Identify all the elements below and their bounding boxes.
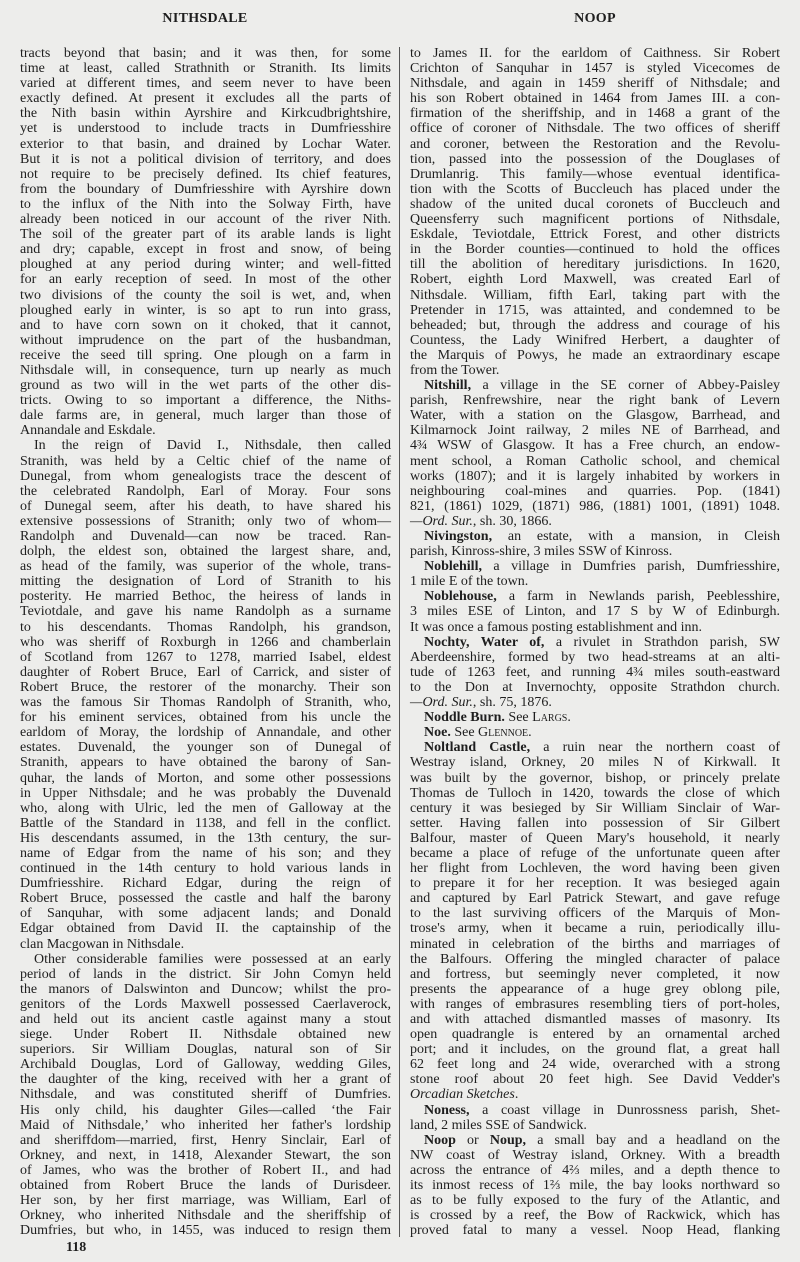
text-line: Her son, by her first marriage, was William, Earl of (20, 1193, 391, 1209)
text-line: from the Tower. (410, 362, 500, 378)
entry-headword: Noltland Castle, (424, 740, 531, 756)
text-line: to prepare it for her reception. It was besieged again (410, 876, 780, 892)
text-line: to the influx of the Nith into the Solway Firth, have (20, 196, 391, 212)
text-line: Drumlanrig. This family—whose eventual identifica- (410, 166, 780, 182)
text-line: His only child, his daughter Giles—called ‘the Fair (20, 1102, 391, 1118)
paragraph (410, 46, 780, 378)
text-line: continued in the 14th century to hold various lands in (20, 861, 391, 877)
text-line (410, 589, 780, 604)
text-line: In the reign of David I., Nithsdale, then called (34, 438, 391, 454)
text-line: receive the seed till spring. One plough on a farm in (20, 347, 391, 363)
text-line: Nithsdale. William, fifth Earl, taking part with the (410, 287, 780, 303)
column-divider (399, 47, 400, 1237)
text-line: exactly defined. At present it excludes all the parts of (20, 91, 391, 107)
running-header-right: NOOP (574, 11, 616, 26)
text-line: with ranges of embrasures resembling tiers of port-holes, (410, 996, 780, 1012)
text-line: her flight from Lochleven, the word having been given (410, 861, 780, 877)
text-line: Archibald Douglas, Lord of Galloway, wedding Giles, (20, 1057, 391, 1073)
text-line: genitors of the Lords Maxwell possessed Caerlaverock, (20, 996, 391, 1012)
text-line: tricts. Owing to so important a difference, the Niths- (20, 393, 391, 409)
text-line: as head of the family, was superior of the whole, trans- (20, 559, 391, 575)
text-line: two divisions of the county the soil is wet, and, when (20, 287, 391, 303)
text-line: Other considerable families were possessed at an early (34, 951, 391, 967)
text-segment: a ruin near the northern coast of (530, 740, 780, 756)
text-line: tion, passed into the possession of the Douglases of (410, 151, 780, 167)
text-line: the Balfours. Offering the mingled character of palace (410, 951, 780, 967)
text-line: exterior to that basin, and drained by Lochar Water. (20, 136, 391, 152)
text-line: and dry; capable, except in frost and snow, of being (20, 242, 391, 258)
text-segment: an estate, with a mansion, in Cleish (492, 529, 780, 544)
text-line: parish, Kinross-shire, 3 miles SSW of Kinross. (410, 544, 673, 560)
text-line: Maid of Nithsdale,’ who inherited her father's lordship (20, 1117, 391, 1133)
text-line: 821, (1861) 1029, (1871) 986, (1881) 1001, (1891) 1048. (410, 498, 780, 514)
text-line: dale farms are, in general, much larger than those of (20, 408, 391, 424)
text-line: Eskdale, Teviotdale, Ettrick Forest, and other districts (410, 227, 780, 243)
text-line: trose's army, when it became a ruin, periodically illu- (410, 921, 780, 937)
text-line: who, along with Ulric, led the men of Galloway at the (20, 800, 391, 816)
text-segment: . (528, 725, 532, 741)
text-line: port; and it includes, on the ground flat, a great hall (410, 1042, 780, 1058)
paragraph (410, 1133, 780, 1239)
text-line: and fortress, but seemingly never completed, it now (410, 966, 780, 982)
text-line: clan Macgowan in Nithsdale. (20, 936, 185, 952)
text-line: Queensferry such magnificent portions of Nithsdale, (410, 212, 780, 228)
text-line: Stranith, appears to have obtained the barony of San- (20, 755, 391, 771)
text-line: His descendants assumed, in the 13th century, the sur- (20, 830, 391, 846)
text-line: open quadrangle is entered by an ornamental arched (410, 1027, 780, 1043)
text-line: and sheriffdom—married, first, Henry Sinclair, Earl of (20, 1132, 391, 1148)
text-line: ploughed early in winter, is so apt to run into grass, (20, 302, 391, 318)
text-line: presents the appearance of a huge grey oblong pile, (410, 981, 780, 997)
text-line: to the Don at Invernochty, opposite Strathdon church. (410, 679, 780, 695)
paragraph (410, 710, 780, 725)
paragraph (410, 378, 780, 529)
text-line: ground as two will in the wet parts of the other dis- (20, 378, 391, 394)
text-line: not require to be precisely defined. Its chief features, (20, 166, 391, 182)
text-line: yet is understood to include tracts in Dumfriesshire (20, 121, 391, 137)
text-line: Orkney, who inherited Nithsdale and the sheriffship of (20, 1208, 391, 1224)
text-line: Nithsdale will, in consequence, turn up nearly as much (20, 362, 391, 378)
text-line: tion with the Scotts of Buccleuch has placed under the (410, 181, 780, 197)
text-line: from the boundary of Dumfriesshire with Ayrshire down (20, 181, 391, 197)
text-line (410, 1087, 780, 1102)
text-line: dolph, the eldest son, obtained the largest share, and, (20, 544, 391, 560)
text-line: in Upper Nithsdale; and he was probably the Duvenald (20, 785, 391, 801)
text-line: and held out its ancient castle against many a stout (20, 1012, 391, 1027)
text-line (410, 635, 780, 650)
text-line: the daughter of the king, received with her a grant of (20, 1072, 391, 1088)
text-segment: a village in the SE corner of Abbey-Paisley (471, 378, 780, 394)
text-line: Crichton of Sanquhar in 1457 is styled Vicecomes de (410, 61, 780, 77)
text-segment: . (567, 710, 571, 726)
text-line: Edgar obtained from David II. the captainship of the (20, 921, 391, 937)
text-line: of James, who was the brother of Robert II., and had (20, 1162, 391, 1178)
entry-headword: Nitshill, (424, 378, 472, 394)
text-line (410, 1103, 780, 1118)
text-line: Dumfries, but who, in 1455, was induced to resign them (20, 1223, 391, 1239)
text-line (410, 529, 780, 544)
entry-headword: Noblehouse, (424, 589, 497, 605)
text-line (410, 559, 780, 574)
text-line: tude of 1263 feet, and running 4¾ miles south-eastward (410, 664, 780, 680)
text-line: to his descendants. Thomas Randolph, his grandson, (20, 619, 391, 635)
text-line: was the famous Sir Thomas Randolph of Stranith, who, (20, 695, 391, 711)
text-line: period of lands in the district. Sir John Comyn held (20, 966, 391, 982)
entry-headword: Noe. (424, 725, 451, 741)
entry-headword: Noblehill, (424, 559, 482, 575)
text-line: the celebrated Randolph, Earl of Moray. Four sons (20, 483, 391, 499)
text-segment: See (450, 725, 479, 741)
text-line: and coroner, between the Restoration and the Revolu- (410, 136, 780, 152)
text-line (410, 1133, 780, 1148)
text-line: of Dunegal seem, after his death, to have shared his (20, 498, 391, 514)
running-header-left: NITHSDALE (162, 11, 248, 26)
text-line: office of coroner of Nithsdale. The two offices of sheriff (410, 121, 780, 137)
text-line: NW coast of Westray island, Orkney. With a breadth (410, 1147, 780, 1163)
text-line: proved fatal to many a vessel. Noop Head, flanking (410, 1223, 780, 1239)
text-segment: a small bay and a headland on the (526, 1132, 780, 1148)
text-segment: a farm in Newlands parish, Peeblesshire, (496, 589, 780, 605)
entry-headword: Nivingston, (424, 529, 493, 544)
paragraph (410, 559, 780, 589)
text-line: already been noticed in our account of the river Nith. (20, 212, 391, 228)
text-line: Battle of the Standard in 1138, and fell in the conflict. (20, 815, 391, 831)
text-line: works (1807); and it is largely inhabited by workers in (410, 468, 780, 484)
text-line: as to be fully exposed to the fury of the Atlantic, and (410, 1193, 780, 1209)
text-segment: , sh. 75, 1876. (472, 695, 552, 711)
italic-text: Orcadian Sketches (410, 1087, 515, 1103)
text-line (410, 378, 780, 393)
text-line: siege. Under Robert II. Nithsdale obtained new (20, 1027, 391, 1043)
text-segment: . (514, 1087, 519, 1103)
paragraph (20, 46, 391, 438)
paragraph (410, 740, 780, 1102)
text-line: land, 2 miles SSE of Sandwick. (410, 1117, 587, 1133)
text-line: Pretender in 1715, was attainted, and condemned to be (410, 302, 780, 318)
text-line: posterity. He married Bethoc, the heiress of lands in (20, 589, 391, 605)
text-line: the Marquis of Powys, he made an extraordinary escape (410, 347, 780, 363)
text-line: of Sanquhar, with some adjacent lands; and Donald (20, 906, 391, 922)
text-line: Randolph and Duvenald—can now be traced. Ran- (20, 529, 391, 544)
text-segment: a coast village in Dunrossness parish, Shet- (469, 1102, 780, 1118)
paragraph (20, 438, 391, 951)
paragraph (410, 1103, 780, 1133)
italic-text: —Ord. Sur. (410, 513, 473, 529)
text-line: of Scotland from 1267 to 1278, married Isabel, eldest (20, 649, 391, 665)
text-line: mitting the designation of Lord of Stranith to his (20, 574, 391, 590)
text-segment: a village in Dumfries parish, Dumfriesshire, (481, 559, 780, 575)
text-line: 1 mile E of the town. (410, 574, 529, 590)
text-line: for his eminent services, obtained from his uncle the (20, 710, 391, 726)
text-line: for an early reception of seed. In most of the other (20, 272, 391, 288)
text-line (410, 740, 780, 755)
text-line: Aberdeenshire, formed by two head-streams at an alti- (410, 649, 780, 665)
entry-headword: Noness, (424, 1102, 470, 1118)
text-segment: , sh. 30, 1866. (472, 513, 552, 529)
text-line (410, 710, 780, 725)
left-column (20, 46, 391, 1238)
cross-reference: Glennoe (478, 725, 529, 741)
text-line: Nithsdale, and again in 1459 sheriff of Nithsdale; and (410, 76, 780, 92)
paragraph (20, 952, 391, 1239)
paragraph (410, 635, 780, 710)
text-line: superiors. Sir William Douglas, natural son of Sir (20, 1042, 391, 1058)
text-line: Nithsdale, and was constituted sheriff of Dumfries. (20, 1087, 391, 1103)
text-segment: or (455, 1132, 490, 1148)
text-line: and to have corn sown on it choked, that it cannot, (20, 317, 391, 333)
paragraph (410, 529, 780, 559)
text-line: till the abolition of hereditary jurisdictions. In 1620, (410, 257, 780, 273)
text-line: 4¾ WSW of Glasgow. It has a Free church, an endow- (410, 438, 780, 454)
text-line: is crossed by a reef, the Bow of Rackwick, which has (410, 1208, 780, 1224)
text-line: Robert Bruce, possessed the castle and half the barony (20, 891, 391, 907)
text-line (410, 514, 780, 529)
text-line: ment school, a Roman Catholic school, and chemical (410, 453, 780, 469)
text-line: and with attached dismantled masses of masonry. Its (410, 1012, 780, 1027)
text-line: Balfour, master of Queen Mary's household, it nearly (410, 830, 780, 846)
text-line: became a place of refuge of the unfortunate queen after (410, 845, 780, 861)
text-line: Thomas de Tulloch in 1420, towards the close of which (410, 785, 780, 801)
text-line: Annandale and Eskdale. (20, 423, 156, 439)
text-segment: See (504, 710, 533, 726)
text-line: firmation of the sheriffship, and in 1468 a grant of the (410, 106, 780, 122)
text-line: daughter of Robert Bruce, Earl of Carrick, and sister of (20, 664, 391, 680)
text-line: the manors of Dalswinton and Duncow; whilst the pro- (20, 981, 391, 997)
text-line: Water, with a station on the Glasgow, Barrhead, and (410, 408, 780, 424)
text-line: time at least, called Strathnith or Stranith. Its limits (20, 61, 391, 77)
entry-headword: Noup, (489, 1132, 527, 1148)
text-line: extensive possessions of Stranith; only two of whom— (20, 513, 391, 529)
italic-text: —Ord. Sur. (410, 695, 473, 711)
text-line: tracts beyond that basin; and it was then, for some (20, 46, 391, 61)
text-line: Robert Bruce, the restorer of the monarchy. Their son (20, 679, 391, 695)
text-segment: a rivulet in Strathdon parish, SW (544, 634, 780, 650)
text-line: name of Edgar from the name of his son; and they (20, 845, 391, 861)
text-line: Stranith, was held by a Celtic chief of the name of (20, 453, 391, 469)
paragraph (410, 725, 780, 740)
text-line: setter. Having fallen into possession of Sir Gilbert (410, 815, 780, 831)
text-line: 3 miles ESE of Linton, and 17 S by W of Edinburgh. (410, 604, 780, 620)
page-number: 118 (66, 1240, 87, 1255)
text-line: across the entrance of 4⅔ miles, and a depth thence to (410, 1162, 780, 1178)
text-line: Dunegal, from whom genealogists trace the descent of (20, 468, 391, 484)
text-line: The soil of the greater part of its arable lands is light (20, 227, 391, 243)
text-line: 62 feet long and 24 wide, overarched with a strong (410, 1057, 780, 1073)
text-line: its inmost recess of 1⅔ mile, the bay looks northward so (410, 1178, 780, 1194)
text-line: obtained from Robert Bruce the lands of Durisdeer. (20, 1178, 391, 1194)
text-line: But it is not a political division of territory, and does (20, 151, 391, 167)
text-line: quhar, the lands of Morton, and some other possessions (20, 770, 391, 786)
paragraph (410, 589, 780, 634)
entry-headword: Nochty, Water of, (424, 634, 545, 650)
text-line: Westray island, Orkney, 20 miles N of Kirkwall. It (410, 755, 780, 771)
text-line: Robert, eighth Lord Maxwell, was created Earl of (410, 272, 780, 288)
text-line: to James II. for the earldom of Caithness. Sir Robert (410, 46, 780, 61)
text-line: to the last surviving officers of the Marquis of Mon- (410, 906, 780, 922)
text-line: stone roof about 20 feet high. See David Vedder's (410, 1072, 780, 1088)
text-line: and captured by Earl Patrick Stewart, and gave refuge (410, 891, 780, 907)
text-line (410, 695, 780, 710)
text-line: his son Robert obtained in 1464 from James III. a con- (410, 91, 780, 107)
entry-headword: Noop (424, 1132, 456, 1148)
text-line: neighbouring coal-mines and quarries. Pop. (1841) (410, 483, 780, 499)
text-line: Countess, the Lady Winifred Herbert, a daughter of (410, 332, 780, 348)
text-line: shadow of the united ducal coronets of Buccleuch and (410, 196, 780, 212)
text-line: estates. Duvenald, the younger son of Dunegal of (20, 740, 391, 756)
text-line: ploughed at any period during winter; and well-fitted (20, 257, 391, 273)
text-line: who was sheriff of Roxburgh in 1266 and chamberlain (20, 634, 391, 650)
text-line: in the Border counties—continued to hold the offices (410, 242, 780, 258)
text-line: It was once a famous posting establishment and inn. (410, 619, 702, 635)
text-line: minated in celebration of the births and marriages of (410, 936, 780, 952)
text-line: varied at different times, and seem never to have been (20, 76, 391, 92)
text-line (410, 725, 780, 740)
text-line: without imprudence on the part of the husbandman, (20, 332, 391, 348)
text-line: was built by the governor, bishop, or princely prelate (410, 770, 780, 786)
text-line: earldom of Moray, the lordship of Annandale, and other (20, 725, 391, 741)
text-line: the Nith basin within Ayrshire and Kirkcudbrightshire, (20, 106, 391, 122)
text-line: Kilmarnock Joint railway, 2 miles NE of Barrhead, and (410, 423, 780, 439)
text-line: century it was besieged by Sir William Sinclair of War- (410, 800, 780, 816)
entry-headword: Noddle Burn. (424, 710, 505, 726)
text-line: Dumfriesshire. Richard Edgar, during the reign of (20, 876, 391, 892)
right-column (410, 46, 780, 1238)
text-line: beheaded; but, through the address and courage of his (410, 317, 780, 333)
text-line: Orkney, and next, in 1418, Alexander Stewart, the son (20, 1147, 391, 1163)
text-line: Teviotdale, and gave his name Randolph as a surname (20, 604, 391, 620)
text-line: parish, Renfrewshire, near the right bank of Levern (410, 393, 780, 409)
cross-reference: Largs (532, 710, 568, 726)
